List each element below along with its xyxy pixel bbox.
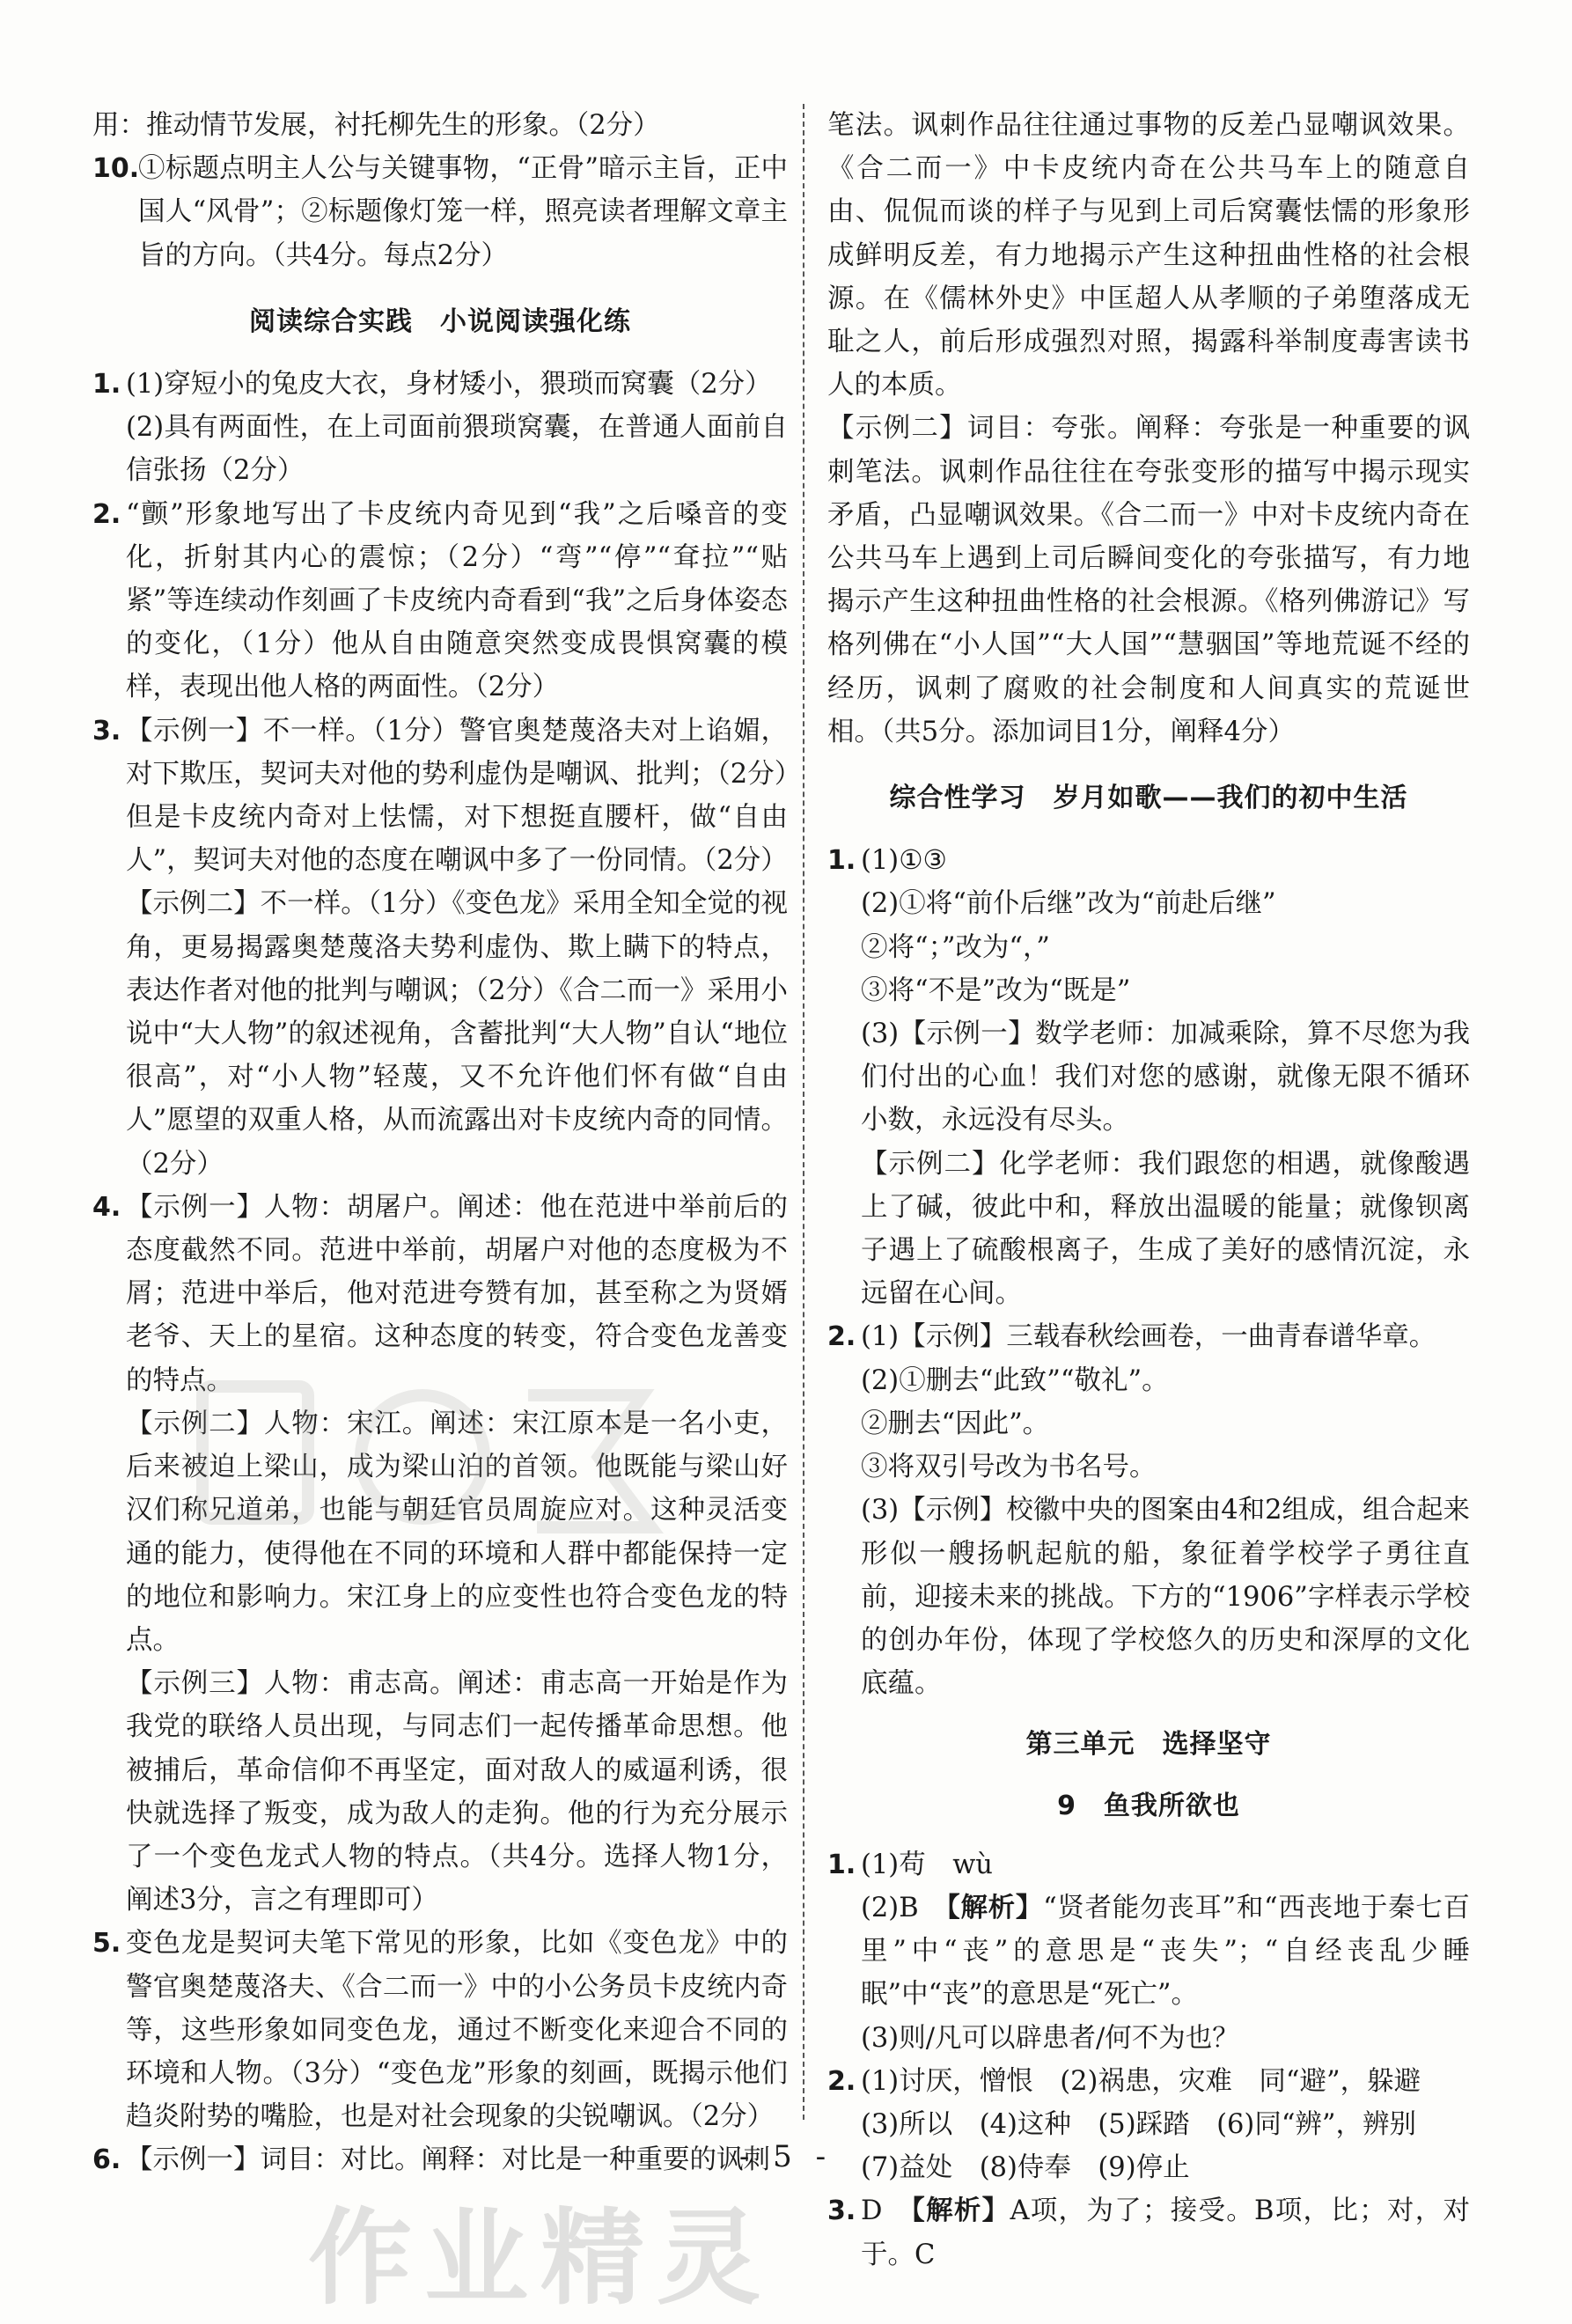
question-number: 1. xyxy=(92,369,121,401)
answer-2 xyxy=(92,493,788,710)
analysis-tag: 【解析】 xyxy=(946,1892,1044,1923)
answer-10 xyxy=(92,147,788,277)
answer-text: (2)①将“前仆后继”改为“前赴后继” xyxy=(861,888,1276,920)
answer-text: (3)则/凡可以辟患者/何不为也？ xyxy=(861,2022,1239,2054)
answer-1 xyxy=(92,363,788,406)
section-heading-novel-practice: 阅读综合实践 小说阅读强化练 xyxy=(249,305,631,337)
answer-text: ③将双引号改为书名号。 xyxy=(861,1452,1157,1483)
question-number: 1. xyxy=(827,845,856,877)
lesson-heading: 9 鱼我所欲也 xyxy=(1057,1790,1240,1821)
answer-text: ③将“不是”改为“既是” xyxy=(861,974,1131,1006)
answer-text: (7)益处 (8)侍奉 (9)停止 xyxy=(861,2152,1190,2184)
answer-text: (3)【示例】校徽中央的图案由4和2组成，组合起来形似一艘扬帆起航的船，象征着学校学子勇往直前，迎接未来的挑战。下方的“1906”字样表示学校的创办年份，体现了学校悠久的历史和深厚的文化底蕴。 xyxy=(861,1495,1471,1700)
answer-text: 【示例三】人物：甫志高。阐述：甫志高一开始是作为我党的联络人员出现，与同志们一起传播革命思想。他被捕后，革命信仰不再坚定，面对敌人的威逼利诱，很快就选择了叛变，成为敌人的走狗。他的行为充分展示了一个变色龙式人物的特点。（共4分。选择人物1分，阐述3分，言之有理即可） xyxy=(126,1668,788,1916)
answer-text: “颤”形象地写出了卡皮统内奇见到“我”之后嗓音的变化，折射其内心的震惊；（2分）“弯”“停”“耷拉”“贴紧”等连续动作刻画了卡皮统内奇看到“我”之后身体姿态的变化，（1分）他从自由随意突然变成畏惧窝囊的模样，表现出他人格的两面性。（2分） xyxy=(126,498,788,703)
watermark: 作业精灵 xyxy=(308,2197,774,2319)
answer-text: 【示例二】人物：宋江。阐述：宋江原本是一名小吏，后来被迫上梁山，成为梁山泊的首领。他既能与梁山好汉们称兄道弟，也能与朝廷官员周旋应对。这种灵活变通的能力，使得他在不同的环境和人群中都能保持一定的地位和影响力。宋江身上的应变性也符合变色龙的特点。 xyxy=(126,1408,788,1656)
left-column xyxy=(92,104,788,2182)
question-number: 2. xyxy=(92,498,121,530)
question-number: 3. xyxy=(827,2195,856,2227)
question-number: 6. xyxy=(92,2144,121,2176)
answer-text: (1)苟 wù xyxy=(861,1849,993,1880)
answer-text: 变色龙是契诃夫笔下常见的形象，比如《变色龙》中的警官奥楚蔑洛夫、《合二而一》中的小公务员卡皮统内奇等，这些形象如同变色龙，通过不断变化来迎合不同的环境和人物。（3分）“变色龙”形象的刻画，既揭示他们趋炎附势的嘴脸，也是对社会现象的尖锐嘲讽。（2分） xyxy=(126,1928,788,2133)
question-number: 2. xyxy=(827,1321,856,1353)
answer-text: (2)具有两面性，在上司面前猥琐窝囊，在普通人面前自信张扬（2分） xyxy=(126,412,788,487)
answer-text: 【示例一】不一样。（1分）警官奥楚蔑洛夫对上谄媚，对下欺压，契诃夫对他的势利虚伪是嘲讽、批判；（2分）但是卡皮统内奇对上怯懦，对下想挺直腰杆，做“自由人”，契诃夫对他的态度在嘲讽中多了一份同情。（2分） xyxy=(126,715,788,877)
question-number: 2. xyxy=(827,2065,856,2097)
question-number: 5. xyxy=(92,1928,121,1960)
question-number: 1. xyxy=(827,1849,856,1880)
answer-text: 【示例二】化学老师：我们跟您的相遇，就像酸遇上了碱，彼此中和，释放出温暖的能量；就像钡离子遇上了硫酸根离子，生成了美好的感情沉淀，永远留在心间。 xyxy=(861,1148,1470,1310)
answer-text: ②将“；”改为“，” xyxy=(861,931,1050,963)
answer-2 xyxy=(827,1315,1470,1358)
answer-3 xyxy=(92,710,788,883)
analysis-text: A项，为了；接受。B项，比；对，对于。C xyxy=(861,2195,1470,2270)
answer-text: 【示例二】词目：夸张。阐释：夸张是一种重要的讽刺笔法。讽刺作品往往在夸张变形的描写中揭示现实矛盾，凸显嘲讽效果。《合二而一》中对卡皮统内奇在公共马车上遇到上司后瞬间变化的夸张描写，有力地揭示产生这种扭曲性格的社会根源。《格列佛游记》写格列佛在“小人国”“大人国”“慧骃国”等地荒诞不经的经历，讽刺了腐败的社会制度和人间真实的荒诞世相。（共5分。添加词目1分，阐释4分） xyxy=(827,413,1470,747)
answer-4 xyxy=(92,1186,788,1402)
answer-text: (1)①③ xyxy=(861,845,947,877)
answer-2 xyxy=(827,2060,1470,2103)
continued-answer-text: 笔法。讽刺作品往往通过事物的反差凸显嘲讽效果。《合二而一》中卡皮统内奇在公共马车上的随意自由、侃侃而谈的样子与见到上司后窝囊怯懦的形象形成鲜明反差，有力地揭示产生这种扭曲性格的社会根源。在《儒林外史》中匡超人从孝顺的子弟堕落成无耻之人，前后形成强烈对照，揭露科举制度毒害读书人的本质。 xyxy=(827,110,1470,401)
answer-1 xyxy=(827,1843,1470,1886)
answer-text: (1)穿短小的兔皮大衣，身材矮小，猥琐而窝囊（2分） xyxy=(126,369,772,401)
right-column xyxy=(827,104,1470,2276)
page-number: - 5 - xyxy=(738,2139,834,2174)
answer-5 xyxy=(92,1922,788,2138)
unit-heading: 第三单元 选择坚守 xyxy=(1025,1729,1272,1761)
answer-choice: D xyxy=(861,2195,912,2227)
answer-text xyxy=(861,2189,1470,2276)
question-number: 10. xyxy=(92,153,140,185)
question-number: 4. xyxy=(92,1191,121,1223)
answer-text: (3)【示例一】数学老师：加减乘除，算不尽您为我们付出的心血！我们对您的感谢，就像无限不循环小数，永远没有尽头。 xyxy=(861,1019,1470,1136)
column-divider xyxy=(803,104,804,2120)
analysis-text: “贤者能勿丧耳”和“西丧地于秦七百里”中“丧”的意思是“丧失”；“自经丧乱少睡眠”中“丧”的意思是“死亡”。 xyxy=(861,1892,1470,2011)
answer-3 xyxy=(827,2189,1470,2276)
answer-text: 【示例一】词目：对比。阐释：对比是一种重要的讽刺 xyxy=(126,2144,770,2176)
question-number: 3. xyxy=(92,715,121,746)
answer-text: (1)讨厌，憎恨 (2)祸患，灾难 同“避”，躲避 xyxy=(861,2065,1421,2097)
answer-text: 【示例一】人物：胡屠户。阐述：他在范进中举前后的态度截然不同。范进中举前，胡屠户对他的态度极为不屑；范进中举后，他对范进夸赞有加，甚至称之为贤婿老爷、天上的星宿。这种态度的转变，符合变色龙善变的特点。 xyxy=(126,1191,788,1396)
answer-text: 【示例二】不一样。（1分）《变色龙》采用全知全觉的视角，更易揭露奥楚蔑洛夫势利虚伪、欺上瞒下的特点，表达作者对他的批判与嘲讽；（2分）《合二而一》采用小说中“大人物”的叙述视角，含蓄批判“大人物”自认“地位很高”，对“小人物”轻蔑，又不允许他们怀有做“自由人”愿望的双重人格，从而流露出对卡皮统内奇的同情。（2分） xyxy=(126,888,788,1180)
answer-text: ①标题点明主人公与关键事物，“正骨”暗示主旨，正中国人“风骨”；②标题像灯笼一样，照亮读者理解文章主旨的方向。（共4分。每点2分） xyxy=(138,153,788,271)
answer-text: (1)【示例】三载春秋绘画卷，一曲青春谱华章。 xyxy=(861,1321,1436,1353)
answer-text xyxy=(827,1886,1470,2017)
answer-1 xyxy=(827,839,1470,882)
analysis-tag: 【解析】 xyxy=(911,2195,1010,2227)
section-heading-comprehensive-study: 综合性学习 岁月如歌——我们的初中生活 xyxy=(889,783,1408,814)
answer-choice: (2)B xyxy=(861,1892,947,1923)
answer-text: (3)所以 (4)这种 (5)踩踏 (6)同“辨”，辨别 xyxy=(861,2108,1416,2140)
answer-text: ②删去“因此”。 xyxy=(861,1408,1050,1439)
continued-answer-line: 用：推动情节发展，衬托柳先生的形象。（2分） xyxy=(92,110,660,141)
answer-text: (2)①删去“此致”“敬礼”。 xyxy=(861,1364,1169,1396)
